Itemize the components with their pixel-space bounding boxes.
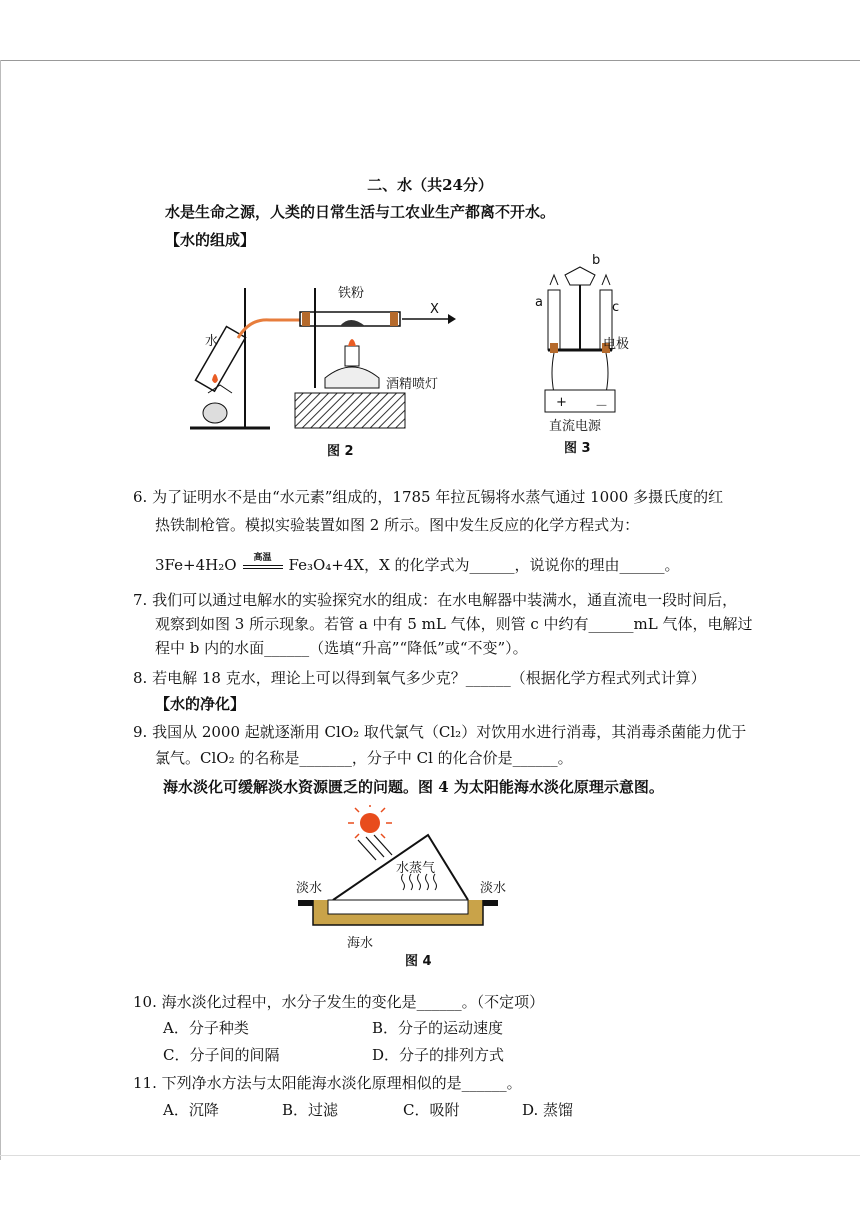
section-title: 二、水（共24分） [367,176,493,194]
q11-option-d: D. 蒸馏 [522,1101,574,1119]
fig2-label-lamp: 酒精喷灯 [386,377,439,392]
q6-equation [155,555,680,575]
fig3-label-electrode: 电极 [603,337,630,352]
q6-eq-condition: 高温 [253,553,272,563]
fig4-caption: 图 4 [405,954,432,969]
fig4-label-fresh-right: 淡水 [480,881,507,896]
heading-purification: 【水的净化】 [155,695,246,713]
q10-option-d: D．分子的排列方式 [372,1046,505,1064]
q6-eq-right: Fe₃O₄+4X，X 的化学式为______，说说你的理由______。 [288,556,680,574]
fig2-label-water: 水 [205,334,219,349]
q10-stem: 10. 海水淡化过程中，水分子发生的变化是______。（不定项） [133,993,545,1011]
fig4-label-vapor: 水蒸气 [396,861,436,876]
q7-line2: 观察到如图 3 所示现象。若管 a 中有 5 mL 气体，则管 c 中约有______mL 气体，电解过 [155,615,753,633]
fig3-label-c: c [612,300,620,315]
fig3-label-b: b [592,253,601,268]
q7-line1: 7. 我们可以通过电解水的实验探究水的组成：在水电解器中装满水，通直流电一段时间后， [133,591,738,609]
q7-line3: 程中 b 内的水面______（选填“升高”“降低”或“不变”）。 [155,639,528,657]
intro-text: 水是生命之源，人类的日常生活与工农业生产都离不开水。 [165,203,556,221]
fig4-label-sea: 海水 [347,936,374,951]
q11-stem: 11. 下列净水方法与太阳能海水淡化原理相似的是______。 [133,1074,522,1092]
fig3-label-minus: － [595,399,609,414]
figure-2-apparatus [190,268,470,438]
q10-option-c: C．分子间的间隔 [163,1046,280,1064]
fig2-label-iron: 铁粉 [338,286,365,301]
q11-option-a: A．沉降 [163,1101,219,1119]
q9-line2: 氯气。ClO₂ 的名称是_______，分子中 Cl 的化合价是______。 [155,749,573,767]
q10-option-b: B．分子的运动速度 [372,1019,504,1037]
left-border [0,60,1,1160]
top-border [0,60,860,61]
q6-line1: 6. 为了证明水不是由“水元素”组成的，1785 年拉瓦锡将水蒸气通过 1000 多摄氏度的红 [133,488,724,506]
desal-intro: 海水淡化可缓解淡水资源匮乏的问题。图 4 为太阳能海水淡化原理示意图。 [163,778,664,796]
q11-option-b: B．过滤 [282,1101,339,1119]
fig4-label-fresh-left: 淡水 [296,881,323,896]
fig3-label-power: 直流电源 [549,419,602,434]
reaction-condition-arrow [243,553,283,574]
q8-line1: 8. 若电解 18 克水，理论上可以得到氧气多少克？______（根据化学方程式列式计算） [133,669,706,687]
q6-eq-left: 3Fe+4H₂O [155,556,237,574]
q10-option-a: A．分子种类 [163,1019,249,1037]
heading-composition: 【水的组成】 [165,231,256,249]
fig3-label-a: a [535,295,543,310]
fig2-caption: 图 2 [327,444,354,459]
fig2-label-x: X [430,302,439,317]
q11-option-c: C．吸附 [403,1101,460,1119]
q6-line2: 热铁制枪管。模拟实验装置如图 2 所示。图中发生反应的化学方程式为： [155,516,640,534]
fig3-label-plus: + [556,395,567,410]
bottom-border [0,1155,860,1156]
fig3-caption: 图 3 [564,441,591,456]
q9-line1: 9. 我国从 2000 起就逐渐用 ClO₂ 取代氯气（Cl₂）对饮用水进行消毒，其消毒杀菌能力优于 [133,723,747,741]
